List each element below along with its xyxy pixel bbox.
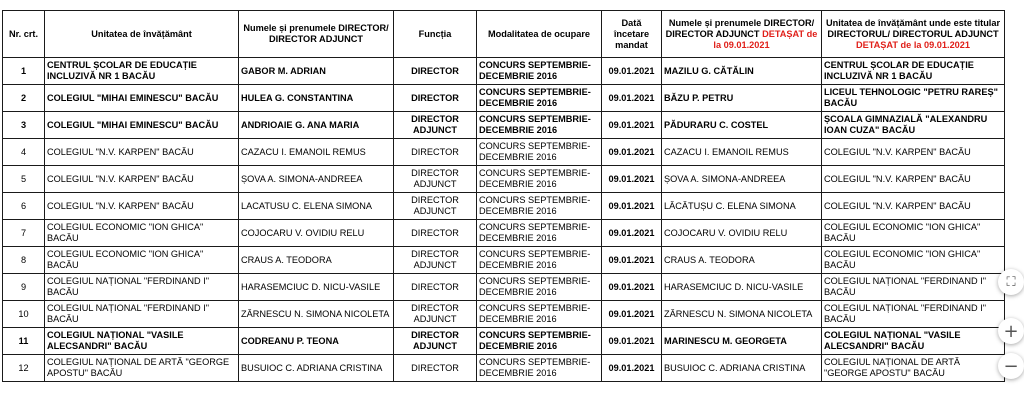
table-row <box>3 139 1005 166</box>
cell-titular: COLEGIUL ECONOMIC "ION GHICA" BACĂU <box>822 247 1005 274</box>
cell-titular: COLEGIUL "N.V. KARPEN" BACĂU <box>822 166 1005 193</box>
cell-data: 09.01.2021 <box>602 58 662 85</box>
cell-detasat: ȘOVA A. SIMONA-ANDREEA <box>662 166 822 193</box>
cell-titular: CENTRUL ȘCOLAR DE EDUCAȚIE INCLUZIVĂ NR 1 BACĂU <box>822 58 1005 85</box>
cell-detasat: ZĂRNESCU N. SIMONA NICOLETA <box>662 301 822 328</box>
cell-unitate: COLEGIUL NAȚIONAL DE ARTĂ "GEORGE APOSTU" BACĂU <box>45 355 239 382</box>
table-row <box>3 166 1005 193</box>
cell-unitate: COLEGIUL ECONOMIC "ION GHICA" BACĂU <box>45 220 239 247</box>
cell-unitate: COLEGIUL ECONOMIC "ION GHICA" BACĂU <box>45 247 239 274</box>
cell-detasat: HARASEMCIUC D. NICU-VASILE <box>662 274 822 301</box>
cell-nume: CRAUS A. TEODORA <box>239 247 394 274</box>
cell-functia: DIRECTOR ADJUNCT <box>394 301 477 328</box>
cell-data: 09.01.2021 <box>602 193 662 220</box>
cell-data: 09.01.2021 <box>602 166 662 193</box>
cell-nume: CODREANU P. TEONA <box>239 328 394 355</box>
cell-titular: COLEGIUL "N.V. KARPEN" BACĂU <box>822 193 1005 220</box>
cell-detasat: PĂDURARU C. COSTEL <box>662 112 822 139</box>
cell-titular: COLEGIUL ECONOMIC "ION GHICA" BACĂU <box>822 220 1005 247</box>
cell-nr: 12 <box>3 355 45 382</box>
cell-modalitatea: CONCURS SEPTEMBRIE-DECEMBRIE 2016 <box>477 274 602 301</box>
cell-nume: ZĂRNESCU N. SIMONA NICOLETA <box>239 301 394 328</box>
header-nume-detasat <box>662 11 822 58</box>
cell-nr: 3 <box>3 112 45 139</box>
directors-table <box>2 10 1005 382</box>
header-nr: Nr. crt. <box>3 11 45 58</box>
header-unitate-titular-red: DETAȘAT de la 09.01.2021 <box>855 39 971 50</box>
cell-nume: COJOCARU V. OVIDIU RELU <box>239 220 394 247</box>
cell-nume: ANDRIOAIE G. ANA MARIA <box>239 112 394 139</box>
header-unitate: Unitatea de învățământ <box>45 11 239 58</box>
cell-nume: ȘOVA A. SIMONA-ANDREEA <box>239 166 394 193</box>
cell-functia: DIRECTOR <box>394 220 477 247</box>
cell-data: 09.01.2021 <box>602 355 662 382</box>
header-functia: Funcția <box>394 11 477 58</box>
cell-unitate: COLEGIUL "MIHAI EMINESCU" BACĂU <box>45 85 239 112</box>
cell-nume: HARASEMCIUC D. NICU-VASILE <box>239 274 394 301</box>
cell-detasat: MARINESCU M. GEORGETA <box>662 328 822 355</box>
fit-to-page-button[interactable] <box>998 269 1024 295</box>
table-row <box>3 274 1005 301</box>
cell-data: 09.01.2021 <box>602 139 662 166</box>
cell-functia: DIRECTOR ADJUNCT <box>394 193 477 220</box>
cell-titular: COLEGIUL NAȚIONAL DE ARTĂ "GEORGE APOSTU" BACĂU <box>822 355 1005 382</box>
cell-unitate: COLEGIUL NAȚIONAL "VASILE ALECSANDRI" BACĂU <box>45 328 239 355</box>
cell-modalitatea: CONCURS SEPTEMBRIE-DECEMBRIE 2016 <box>477 139 602 166</box>
cell-detasat: CRAUS A. TEODORA <box>662 247 822 274</box>
cell-titular: ȘCOALA GIMNAZIALĂ "ALEXANDRU IOAN CUZA" BACĂU <box>822 112 1005 139</box>
cell-nr: 1 <box>3 58 45 85</box>
cell-modalitatea: CONCURS SEPTEMBRIE-DECEMBRIE 2016 <box>477 58 602 85</box>
cell-functia: DIRECTOR ADJUNCT <box>394 166 477 193</box>
cell-unitate: CENTRUL ȘCOLAR DE EDUCAȚIE INCLUZIVĂ NR 1 BACĂU <box>45 58 239 85</box>
header-nume: Numele și prenumele DIRECTOR/ DIRECTOR ADJUNCT <box>239 11 394 58</box>
table-row <box>3 85 1005 112</box>
cell-nume: GABOR M. ADRIAN <box>239 58 394 85</box>
table-row <box>3 58 1005 85</box>
header-nume-detasat-red: DETAȘAT de la 09.01.2021 <box>713 28 818 50</box>
cell-modalitatea: CONCURS SEPTEMBRIE-DECEMBRIE 2016 <box>477 85 602 112</box>
cell-nume: HULEA G. CONSTANTINA <box>239 85 394 112</box>
cell-functia: DIRECTOR <box>394 355 477 382</box>
minus-icon: − <box>1003 355 1019 377</box>
cell-modalitatea: CONCURS SEPTEMBRIE-DECEMBRIE 2016 <box>477 247 602 274</box>
cell-functia: DIRECTOR <box>394 85 477 112</box>
zoom-out-button[interactable] <box>998 353 1024 379</box>
header-unitate-titular <box>822 11 1005 58</box>
cell-nr: 8 <box>3 247 45 274</box>
cell-modalitatea: CONCURS SEPTEMBRIE-DECEMBRIE 2016 <box>477 112 602 139</box>
cell-unitate: COLEGIUL "N.V. KARPEN" BACĂU <box>45 166 239 193</box>
fit-to-page-icon: ⛶ <box>1006 274 1016 290</box>
header-unitate-titular-text: Unitatea de învățământ unde este titular DIRECTORUL/ DIRECTORUL ADJUNCT <box>825 17 1001 39</box>
cell-nr: 7 <box>3 220 45 247</box>
table-row <box>3 112 1005 139</box>
cell-titular: COLEGIUL "N.V. KARPEN" BACĂU <box>822 139 1005 166</box>
header-row <box>3 11 1005 58</box>
cell-nume: BUSUIOC C. ADRIANA CRISTINA <box>239 355 394 382</box>
cell-detasat: COJOCARU V. OVIDIU RELU <box>662 220 822 247</box>
cell-modalitatea: CONCURS SEPTEMBRIE-DECEMBRIE 2016 <box>477 220 602 247</box>
table-row <box>3 328 1005 355</box>
cell-detasat: CAZACU I. EMANOIL REMUS <box>662 139 822 166</box>
cell-unitate: COLEGIUL "MIHAI EMINESCU" BACĂU <box>45 112 239 139</box>
cell-nr: 5 <box>3 166 45 193</box>
cell-unitate: COLEGIUL "N.V. KARPEN" BACĂU <box>45 139 239 166</box>
cell-modalitatea: CONCURS SEPTEMBRIE-DECEMBRIE 2016 <box>477 166 602 193</box>
cell-titular: COLEGIUL NAȚIONAL "VASILE ALECSANDRI" BACĂU <box>822 328 1005 355</box>
cell-titular: COLEGIUL NAȚIONAL "FERDINAND I" BACĂU <box>822 301 1005 328</box>
cell-functia: DIRECTOR <box>394 58 477 85</box>
cell-unitate: COLEGIUL NAȚIONAL "FERDINAND I" BACĂU <box>45 301 239 328</box>
cell-modalitatea: CONCURS SEPTEMBRIE-DECEMBRIE 2016 <box>477 328 602 355</box>
cell-data: 09.01.2021 <box>602 112 662 139</box>
cell-modalitatea: CONCURS SEPTEMBRIE-DECEMBRIE 2016 <box>477 193 602 220</box>
cell-nr: 2 <box>3 85 45 112</box>
cell-functia: DIRECTOR ADJUNCT <box>394 328 477 355</box>
cell-data: 09.01.2021 <box>602 85 662 112</box>
cell-detasat: BĂZU P. PETRU <box>662 85 822 112</box>
cell-functia: DIRECTOR <box>394 139 477 166</box>
cell-detasat: MAZILU G. CĂTĂLIN <box>662 58 822 85</box>
cell-functia: DIRECTOR ADJUNCT <box>394 247 477 274</box>
table-row <box>3 193 1005 220</box>
header-modalitatea: Modalitatea de ocupare <box>477 11 602 58</box>
cell-titular: LICEUL TEHNOLOGIC "PETRU RAREȘ" BACĂU <box>822 85 1005 112</box>
table-row <box>3 355 1005 382</box>
cell-modalitatea: CONCURS SEPTEMBRIE-DECEMBRIE 2016 <box>477 355 602 382</box>
table-row <box>3 247 1005 274</box>
cell-detasat: BUSUIOC C. ADRIANA CRISTINA <box>662 355 822 382</box>
cell-nr: 6 <box>3 193 45 220</box>
cell-nr: 9 <box>3 274 45 301</box>
cell-nume: LACATUSU C. ELENA SIMONA <box>239 193 394 220</box>
header-nume-detasat-text: Numele și prenumele DIRECTOR/ DIRECTOR ADJUNCT <box>665 17 815 39</box>
cell-functia: DIRECTOR <box>394 274 477 301</box>
cell-nume: CAZACU I. EMANOIL REMUS <box>239 139 394 166</box>
cell-data: 09.01.2021 <box>602 328 662 355</box>
table-row <box>3 220 1005 247</box>
cell-nr: 11 <box>3 328 45 355</box>
cell-titular: COLEGIUL NAȚIONAL "FERDINAND I" BACĂU <box>822 274 1005 301</box>
cell-nr: 10 <box>3 301 45 328</box>
plus-icon: + <box>1003 320 1019 342</box>
cell-modalitatea: CONCURS SEPTEMBRIE-DECEMBRIE 2016 <box>477 301 602 328</box>
cell-unitate: COLEGIUL "N.V. KARPEN" BACĂU <box>45 193 239 220</box>
cell-unitate: COLEGIUL NAȚIONAL "FERDINAND I" BACĂU <box>45 274 239 301</box>
header-data: Dată încetare mandat <box>602 11 662 58</box>
cell-data: 09.01.2021 <box>602 247 662 274</box>
document-sheet <box>2 10 1004 382</box>
cell-functia: DIRECTOR ADJUNCT <box>394 112 477 139</box>
zoom-in-button[interactable] <box>998 318 1024 344</box>
cell-detasat: LĂCĂTUȘU C. ELENA SIMONA <box>662 193 822 220</box>
cell-data: 09.01.2021 <box>602 301 662 328</box>
cell-data: 09.01.2021 <box>602 220 662 247</box>
cell-data: 09.01.2021 <box>602 274 662 301</box>
table-row <box>3 301 1005 328</box>
cell-nr: 4 <box>3 139 45 166</box>
